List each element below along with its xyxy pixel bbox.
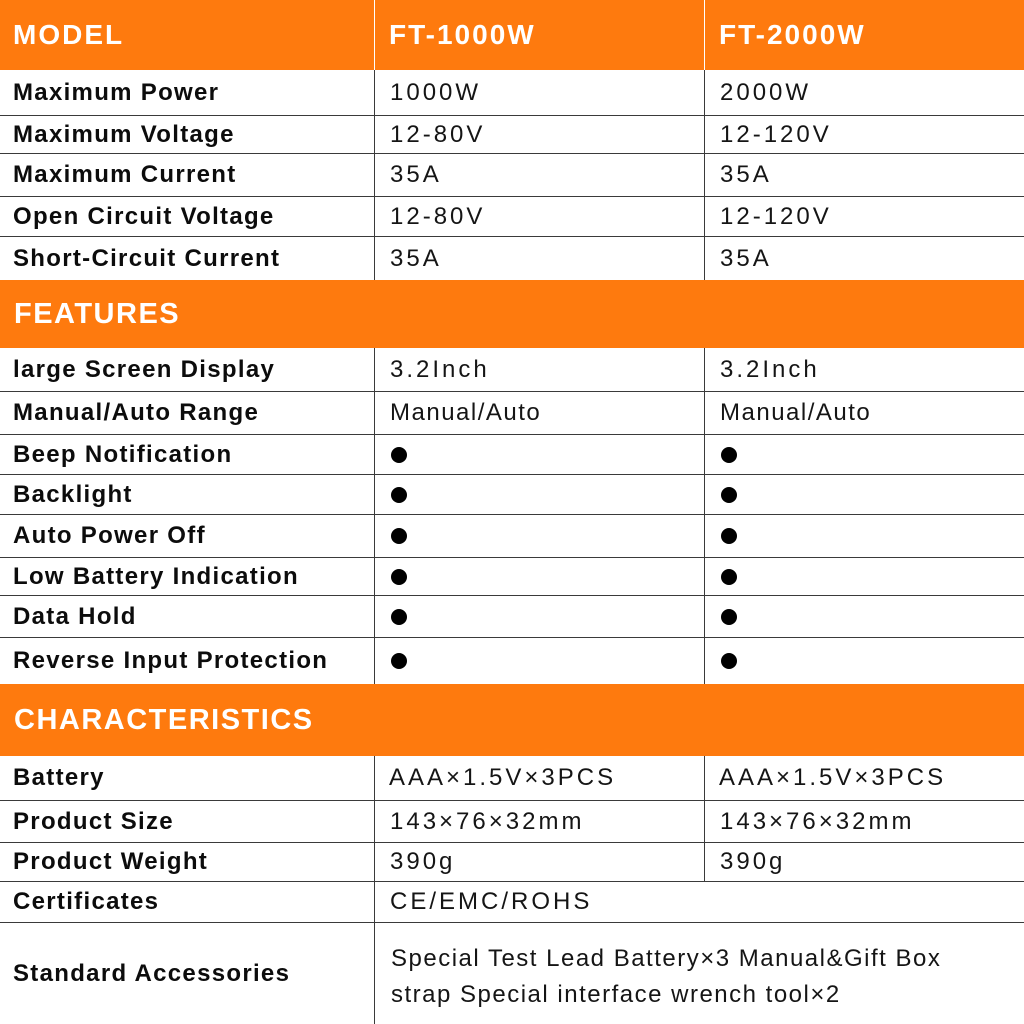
table-row-accessories <box>0 923 1024 1024</box>
table-row <box>0 756 1024 801</box>
row-value-ft2000w: 2000W <box>704 70 1024 115</box>
table-row <box>0 348 1024 392</box>
supported-dot-ft2000w <box>704 475 1024 514</box>
table-row <box>0 197 1024 237</box>
accessories-value <box>374 923 1024 1024</box>
row-value-ft1000w: AAA×1.5V×3PCS <box>374 756 704 800</box>
supported-dot-ft2000w <box>704 638 1024 684</box>
row-label: Standard Accessories <box>13 959 291 987</box>
row-value-ft1000w: 390g <box>374 843 704 881</box>
row-label: Low Battery Indication <box>13 562 299 590</box>
table-row <box>0 515 1024 558</box>
row-value-ft1000w: 35A <box>374 237 704 280</box>
supported-dot-ft1000w <box>374 638 704 684</box>
table-row <box>0 801 1024 843</box>
table-header-row <box>0 0 1024 70</box>
certificates-value: CE/EMC/ROHS <box>374 882 1024 922</box>
supported-dot-ft1000w <box>374 596 704 637</box>
accessories-line-2: strap Special interface wrench tool×2 <box>391 981 841 1008</box>
row-label: Manual/Auto Range <box>13 399 260 426</box>
row-label: Maximum Power <box>13 78 220 106</box>
filled-dot-icon <box>721 609 737 625</box>
model-header: MODEL <box>13 19 125 50</box>
row-label: large Screen Display <box>13 355 276 383</box>
model-ft2000w-header: FT-2000W <box>704 0 1024 70</box>
row-label: Product Weight <box>13 848 209 875</box>
filled-dot-icon <box>721 447 737 463</box>
row-value-ft2000w: AAA×1.5V×3PCS <box>704 756 1024 800</box>
supported-dot-ft1000w <box>374 475 704 514</box>
filled-dot-icon <box>391 609 407 625</box>
supported-dot-ft2000w <box>704 596 1024 637</box>
table-row <box>0 70 1024 116</box>
table-row <box>0 882 1024 923</box>
model-ft1000w-header: FT-1000W <box>374 0 704 70</box>
row-label: Certificates <box>13 888 160 915</box>
row-label: Product Size <box>13 807 174 835</box>
filled-dot-icon <box>721 653 737 669</box>
supported-dot-ft2000w <box>704 515 1024 557</box>
row-value-ft1000w: Manual/Auto <box>374 392 704 434</box>
table-row <box>0 116 1024 154</box>
row-value-ft1000w: 12-80V <box>374 197 704 236</box>
row-label: Auto Power Off <box>13 522 206 549</box>
row-value-ft1000w: 3.2Inch <box>374 348 704 391</box>
filled-dot-icon <box>391 447 407 463</box>
features-section-header <box>0 280 1024 348</box>
row-value-ft2000w: 12-120V <box>704 197 1024 236</box>
filled-dot-icon <box>391 487 407 503</box>
table-row <box>0 843 1024 882</box>
filled-dot-icon <box>721 569 737 585</box>
row-value-ft2000w: 143×76×32mm <box>704 801 1024 842</box>
row-label: Battery <box>13 764 105 791</box>
row-label: Beep Notification <box>13 440 233 468</box>
features-title: FEATURES <box>14 297 181 330</box>
supported-dot-ft1000w <box>374 558 704 595</box>
table-row <box>0 475 1024 515</box>
row-value-ft2000w: 3.2Inch <box>704 348 1024 391</box>
row-label: Data Hold <box>13 602 137 630</box>
row-label: Open Circuit Voltage <box>13 202 275 230</box>
supported-dot-ft1000w <box>374 435 704 474</box>
supported-dot-ft1000w <box>374 515 704 557</box>
table-row <box>0 154 1024 197</box>
row-value-ft2000w: Manual/Auto <box>704 392 1024 434</box>
row-label: Reverse Input Protection <box>13 647 329 674</box>
supported-dot-ft2000w <box>704 435 1024 474</box>
row-label: Maximum Current <box>13 161 237 188</box>
row-value-ft1000w: 12-80V <box>374 116 704 153</box>
filled-dot-icon <box>391 528 407 544</box>
row-value-ft1000w: 1000W <box>374 70 704 115</box>
row-label: Short-Circuit Current <box>13 244 281 272</box>
table-row <box>0 558 1024 596</box>
characteristics-title: CHARACTERISTICS <box>14 703 314 736</box>
row-value-ft1000w: 35A <box>374 154 704 196</box>
filled-dot-icon <box>391 569 407 585</box>
row-value-ft2000w: 35A <box>704 237 1024 280</box>
table-row <box>0 435 1024 475</box>
row-label: Backlight <box>13 480 133 508</box>
row-value-ft1000w: 143×76×32mm <box>374 801 704 842</box>
row-value-ft2000w: 35A <box>704 154 1024 196</box>
characteristics-section-header <box>0 684 1024 756</box>
table-row <box>0 596 1024 638</box>
table-row <box>0 392 1024 435</box>
supported-dot-ft2000w <box>704 558 1024 595</box>
filled-dot-icon <box>721 528 737 544</box>
table-row <box>0 638 1024 684</box>
row-value-ft2000w: 12-120V <box>704 116 1024 153</box>
table-row <box>0 237 1024 280</box>
accessories-line-1: Special Test Lead Battery×3 Manual&Gift Box <box>391 945 942 972</box>
filled-dot-icon <box>721 487 737 503</box>
filled-dot-icon <box>391 653 407 669</box>
row-label: Maximum Voltage <box>13 120 235 148</box>
row-value-ft2000w: 390g <box>704 843 1024 881</box>
